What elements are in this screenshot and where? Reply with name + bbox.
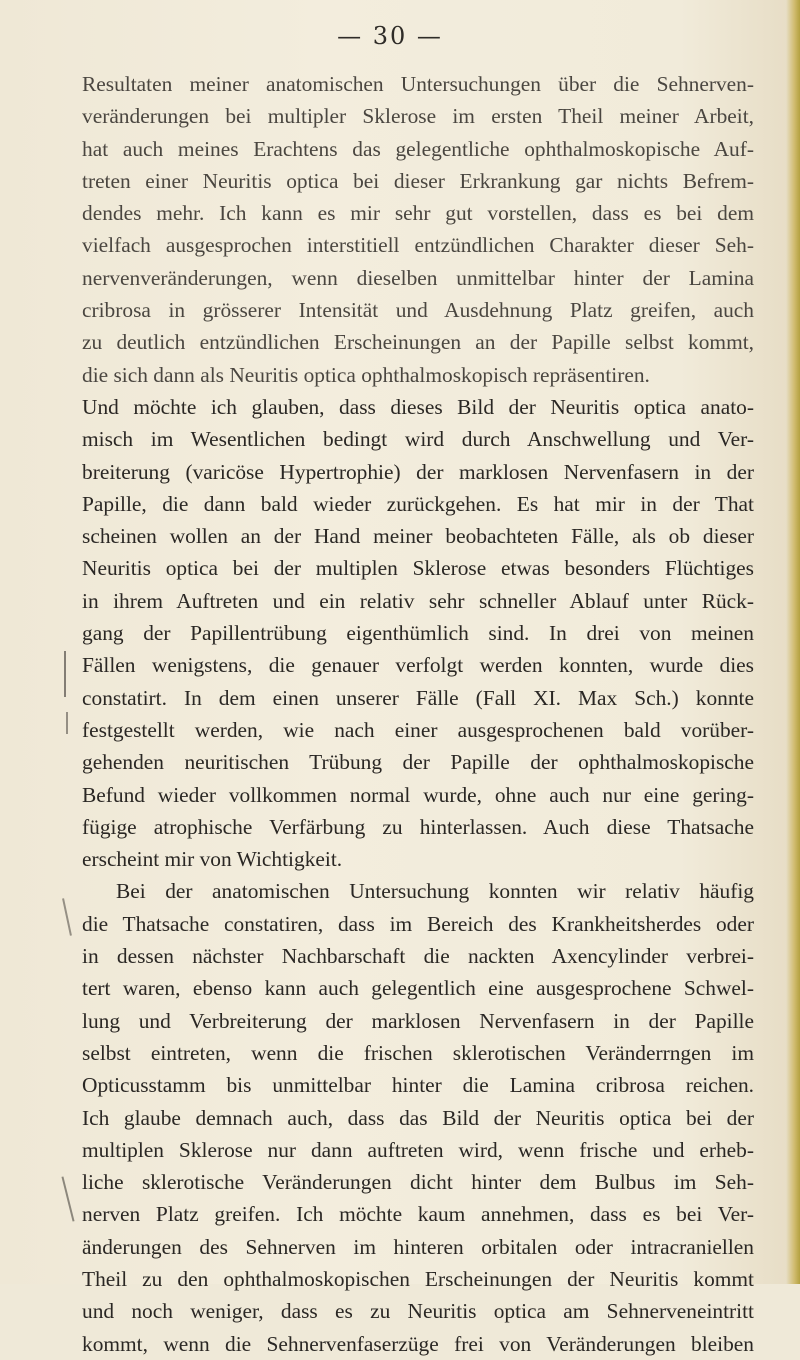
text-line: in ihrem Auftreten und ein relativ sehr schneller Ablauf unter Rück-	[82, 588, 754, 613]
text-line: multiplen Sklerose nur dann auftreten wird, wenn frische und erheb-	[82, 1137, 754, 1162]
text-line: veränderungen bei multipler Sklerose im ersten Theil meiner Arbeit,	[82, 104, 754, 129]
text-line: constatirt. In dem einen unserer Fälle (Fall XI. Max Sch.) konnte	[82, 685, 754, 710]
text-line: änderungen des Sehnerven im hinteren orbitalen oder intracraniellen	[82, 1234, 754, 1259]
text-line: gang der Papillentrübung eigenthümlich sind. In drei von meinen	[82, 621, 754, 646]
text-line: breiterung (varicöse Hypertrophie) der marklosen Nervenfasern in der	[82, 459, 754, 484]
text-line: Resultaten meiner anatomischen Untersuchungen über die Sehnerven-	[82, 72, 754, 96]
text-line: hat auch meines Erachtens das gelegentliche ophthalmoskopische Auf-	[82, 136, 754, 161]
text-line: vielfach ausgesprochen interstitiell entzündlichen Charakter dieser Seh-	[82, 233, 754, 258]
text-line: und noch weniger, dass es zu Neuritis optica am Sehnerveneintritt	[82, 1299, 754, 1324]
text-line: selbst eintreten, wenn die frischen sklerotischen Veränderrngen im	[82, 1040, 754, 1065]
text-line: in dessen nächster Nachbarschaft die nackten Axencylinder verbrei-	[82, 944, 754, 969]
text-line: cribrosa in grösserer Intensität und Ausdehnung Platz greifen, auch	[82, 298, 754, 323]
text-line: fügige atrophische Verfärbung zu hinterlassen. Auch diese Thatsache	[82, 814, 754, 839]
margin-mark	[62, 898, 72, 936]
text-line: dendes mehr. Ich kann es mir sehr gut vorstellen, dass es bei dem	[82, 201, 754, 226]
text-line: Ich glaube demnach auch, dass das Bild der Neuritis optica bei der	[82, 1105, 754, 1130]
text-line: liche sklerotische Veränderungen dicht hinter dem Bulbus im Seh-	[82, 1170, 754, 1195]
text-line: Theil zu den ophthalmoskopischen Erscheinungen der Neuritis kommt	[82, 1266, 754, 1291]
text-line: misch im Wesentlichen bedingt wird durch Anschwellung und Ver-	[82, 427, 754, 452]
text-line: kommt, wenn die Sehnervenfaserzüge frei von Veränderungen bleiben	[82, 1331, 754, 1356]
text-line: tert waren, ebenso kann auch gelegentlich eine ausgesprochene Schwel-	[82, 976, 754, 1001]
text-line: festgestellt werden, wie nach einer ausgesprochenen bald vorüber-	[82, 717, 754, 742]
text-line: Bei der anatomischen Untersuchung konnten wir relativ häufig	[116, 879, 754, 904]
text-line: zu deutlich entzündlichen Erscheinungen an der Papille selbst kommt,	[82, 330, 754, 355]
text-line: Und möchte ich glauben, dass dieses Bild der Neuritis optica anato-	[82, 394, 754, 419]
text-line: nervenveränderungen, wenn dieselben unmittelbar hinter der Lamina	[82, 265, 754, 290]
text-line: die Thatsache constatiren, dass im Bereich des Krankheitsherdes oder	[82, 911, 754, 936]
text-line: treten einer Neuritis optica bei dieser Erkrankung gar nichts Befrem-	[82, 168, 754, 193]
margin-mark	[64, 651, 66, 697]
text-line: lung und Verbreiterung der marklosen Nervenfasern in der Papille	[82, 1008, 754, 1033]
text-line: Opticusstamm bis unmittelbar hinter die Lamina cribrosa reichen.	[82, 1073, 754, 1098]
margin-mark	[61, 1176, 74, 1221]
body-text	[82, 68, 754, 1360]
page-edge-shadow	[786, 0, 800, 1284]
text-line: Fällen wenigstens, die genauer verfolgt werden konnten, wurde dies	[82, 653, 754, 678]
text-line: nerven Platz greifen. Ich möchte kaum annehmen, dass es bei Ver-	[82, 1202, 754, 1227]
text-line: Papille, die dann bald wieder zurückgehen. Es hat mir in der That	[82, 491, 754, 516]
text-line: Befund wieder vollkommen normal wurde, ohne auch nur eine gering-	[82, 782, 754, 807]
page-number: — 30 —	[337, 22, 443, 50]
text-line: Neuritis optica bei der multiplen Sklerose etwas besonders Flüchtiges	[82, 556, 754, 581]
text-line: gehenden neuritischen Trübung der Papille der ophthalmoskopische	[82, 750, 754, 775]
text-line: die sich dann als Neuritis optica ophthalmoskopisch repräsentiren.	[82, 362, 650, 387]
text-line: erscheint mir von Wichtigkeit.	[82, 847, 343, 872]
text-line: scheinen wollen an der Hand meiner beobachteten Fälle, als ob dieser	[82, 524, 754, 549]
margin-mark	[66, 712, 68, 734]
